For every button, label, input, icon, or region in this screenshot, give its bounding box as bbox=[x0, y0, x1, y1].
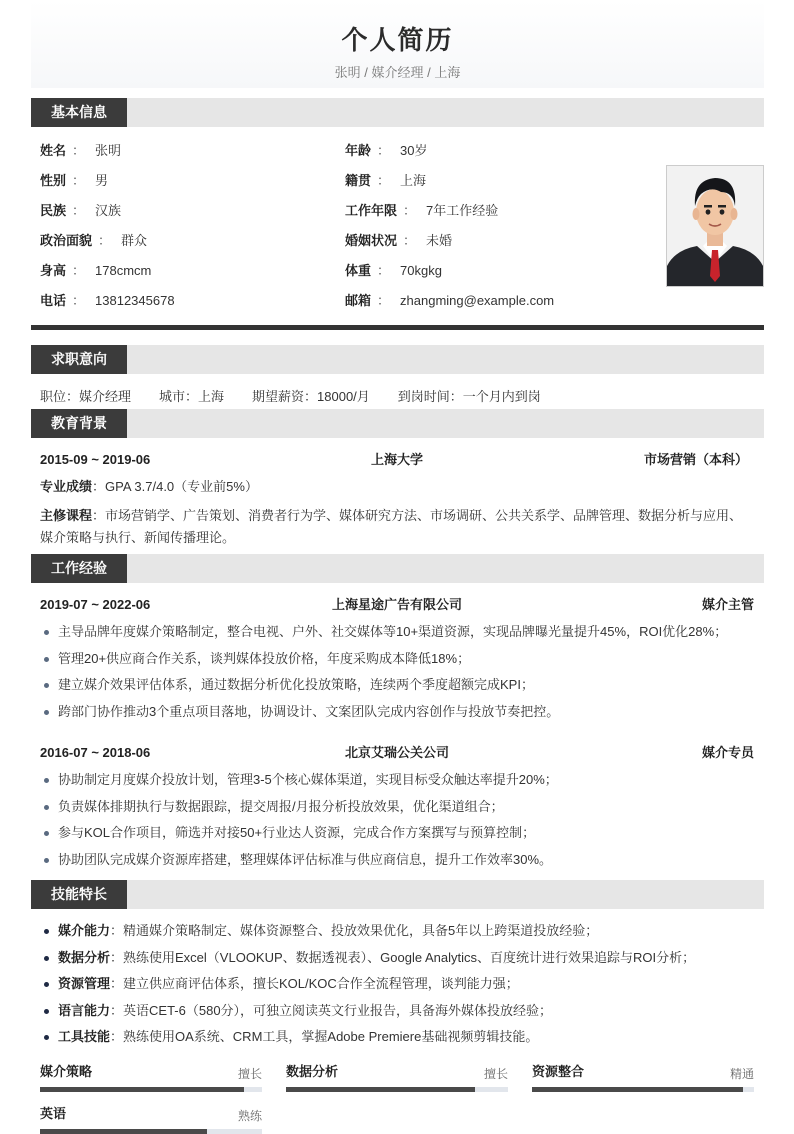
skill-bar-fill bbox=[286, 1087, 475, 1092]
info-hometown: 籍贯 ： 上海 bbox=[345, 173, 427, 188]
work-period: 2016-07 ~ 2018-06 bbox=[40, 745, 151, 760]
skill-bar-track bbox=[286, 1087, 508, 1092]
education-row bbox=[40, 452, 754, 468]
section-basic-title: 基本信息 bbox=[31, 98, 127, 127]
skill-bar-level: 熟练 bbox=[237, 1109, 262, 1123]
info-ethnicity: 民族 ： 汉族 bbox=[40, 203, 122, 218]
intent-salary: 期望薪资：18000/月 bbox=[252, 389, 370, 404]
work-entry-1-list bbox=[40, 624, 754, 730]
intent-arrival: 到岗时间：一个月内到岗 bbox=[397, 389, 541, 404]
info-work-years: 工作年限 ： 7年工作经验 bbox=[345, 203, 499, 218]
page-title: 个人简历 bbox=[341, 25, 454, 55]
info-phone: 电话 ： 13812345678 bbox=[40, 293, 175, 308]
info-weight: 体重 ： 70kgkg bbox=[345, 263, 442, 278]
education-school: 上海大学 bbox=[370, 452, 423, 467]
intent-city: 城市：上海 bbox=[159, 389, 225, 404]
skill-bar-track bbox=[532, 1087, 754, 1092]
skills-list bbox=[40, 923, 754, 1056]
list-item: 媒介能力：精通媒介策略制定、媒体资源整合、投放效果优化，具备5年以上跨渠道投放经验； bbox=[40, 923, 754, 950]
work-entry-2-list bbox=[40, 772, 754, 878]
skill-bar-track bbox=[40, 1087, 262, 1092]
section-education-title: 教育背景 bbox=[31, 409, 127, 438]
work-period: 2019-07 ~ 2022-06 bbox=[40, 597, 151, 612]
info-name: 姓名 ： 张明 bbox=[40, 143, 122, 158]
work-title: 媒介主管 bbox=[701, 597, 754, 612]
skill-bar-fill bbox=[40, 1129, 207, 1134]
list-item: 跨部门协作推动3个重点项目落地，协调设计、文案团队完成内容创作与投放节奏把控。 bbox=[40, 704, 754, 731]
list-item: 负责媒体排期执行与数据跟踪，提交周报/月报分析投放效果，优化渠道组合； bbox=[40, 799, 754, 826]
work-title: 媒介专员 bbox=[701, 745, 754, 760]
section-intent bbox=[31, 345, 764, 374]
intent-position: 职位：媒介经理 bbox=[40, 389, 132, 404]
section-work bbox=[31, 554, 764, 583]
skill-bar-1 bbox=[40, 1064, 262, 1080]
info-gender: 性别 ： 男 bbox=[40, 173, 109, 188]
education-courses: 主修课程：市场营销学、广告策划、消费者行为学、媒体研究方法、市场调研、公共关系学、品牌管理、数据分析与应用、媒介策略与执行、新闻传播理论。 bbox=[40, 508, 743, 545]
skill-bar-name: 媒介策略 bbox=[40, 1064, 93, 1079]
list-item: 工具技能：熟练使用OA系统、CRM工具，掌握Adobe Premiere基础视频剪辑技能。 bbox=[40, 1029, 754, 1056]
skill-bar-level: 精通 bbox=[729, 1067, 754, 1081]
skill-bar-name: 资源整合 bbox=[532, 1064, 585, 1079]
info-height: 身高 ： 178cmcm bbox=[40, 263, 152, 278]
skill-bar-track bbox=[40, 1129, 262, 1134]
avatar-portrait-icon bbox=[667, 166, 763, 286]
list-item: 主导品牌年度媒介策略制定，整合电视、户外、社交媒体等10+渠道资源，实现品牌曝光量提升45%，ROI优化28%； bbox=[40, 624, 754, 651]
work-entry-2-header bbox=[40, 745, 754, 761]
avatar bbox=[666, 165, 764, 287]
section-basic bbox=[31, 98, 764, 127]
skill-bar-fill bbox=[532, 1087, 743, 1092]
list-item: 资源管理：建立供应商评估体系，擅长KOL/KOC合作全流程管理，谈判能力强； bbox=[40, 976, 754, 1003]
section-intent-title: 求职意向 bbox=[31, 345, 127, 374]
skill-bar-level: 擅长 bbox=[237, 1067, 262, 1081]
list-item: 协助团队完成媒介资源库搭建，整理媒体评估标准与供应商信息，提升工作效率30%。 bbox=[40, 852, 754, 879]
work-company: 上海星途广告有限公司 bbox=[331, 597, 462, 612]
list-item: 语言能力：英语CET-6（580分），可独立阅读英文行业报告，具备海外媒体投放经验； bbox=[40, 1003, 754, 1030]
info-marital: 婚姻状况 ： 未婚 bbox=[345, 233, 453, 248]
info-age: 年龄 ： 30岁 bbox=[345, 143, 428, 158]
skill-bar-2 bbox=[286, 1064, 508, 1080]
section-skills-title: 技能特长 bbox=[31, 880, 127, 909]
list-item: 数据分析：熟练使用Excel（VLOOKUP、数据透视表）、Google Analytics、百度统计进行效果追踪与ROI分析； bbox=[40, 950, 754, 977]
skill-bar-level: 擅长 bbox=[483, 1067, 508, 1081]
skill-bar-name: 数据分析 bbox=[286, 1064, 339, 1079]
section-skills bbox=[31, 880, 764, 909]
skill-bar-3 bbox=[532, 1064, 754, 1080]
skill-bar-fill bbox=[40, 1087, 244, 1092]
job-intent bbox=[40, 389, 541, 405]
skill-bar-4 bbox=[40, 1106, 262, 1122]
work-entry-1-header bbox=[40, 597, 754, 613]
education-gpa: 专业成绩：GPA 3.7/4.0（专业前5%） bbox=[40, 479, 258, 494]
info-email: 邮箱 ： zhangming@example.com bbox=[345, 293, 555, 308]
section-education bbox=[31, 409, 764, 438]
list-item: 管理20+供应商合作关系，谈判媒体投放价格，年度采购成本降低18%； bbox=[40, 651, 754, 678]
skill-bar-name: 英语 bbox=[40, 1106, 67, 1121]
list-item: 参与KOL合作项目，筛选并对接50+行业达人资源，完成合作方案撰写与预算控制； bbox=[40, 825, 754, 852]
info-political: 政治面貌 ： 群众 bbox=[40, 233, 148, 248]
list-item: 协助制定月度媒介投放计划，管理3-5个核心媒体渠道，实现目标受众触达率提升20%； bbox=[40, 772, 754, 799]
section-divider bbox=[31, 325, 764, 330]
section-work-title: 工作经验 bbox=[31, 554, 127, 583]
education-period: 2015-09 ~ 2019-06 bbox=[40, 452, 151, 467]
page-subtitle: 张明 / 媒介经理 / 上海 bbox=[334, 65, 461, 80]
list-item: 建立媒介效果评估体系，通过数据分析优化投放策略，连续两个季度超额完成KPI； bbox=[40, 677, 754, 704]
work-company: 北京艾瑞公关公司 bbox=[344, 745, 449, 760]
resume-header bbox=[31, 0, 764, 88]
education-major: 市场营销（本科） bbox=[643, 452, 748, 467]
